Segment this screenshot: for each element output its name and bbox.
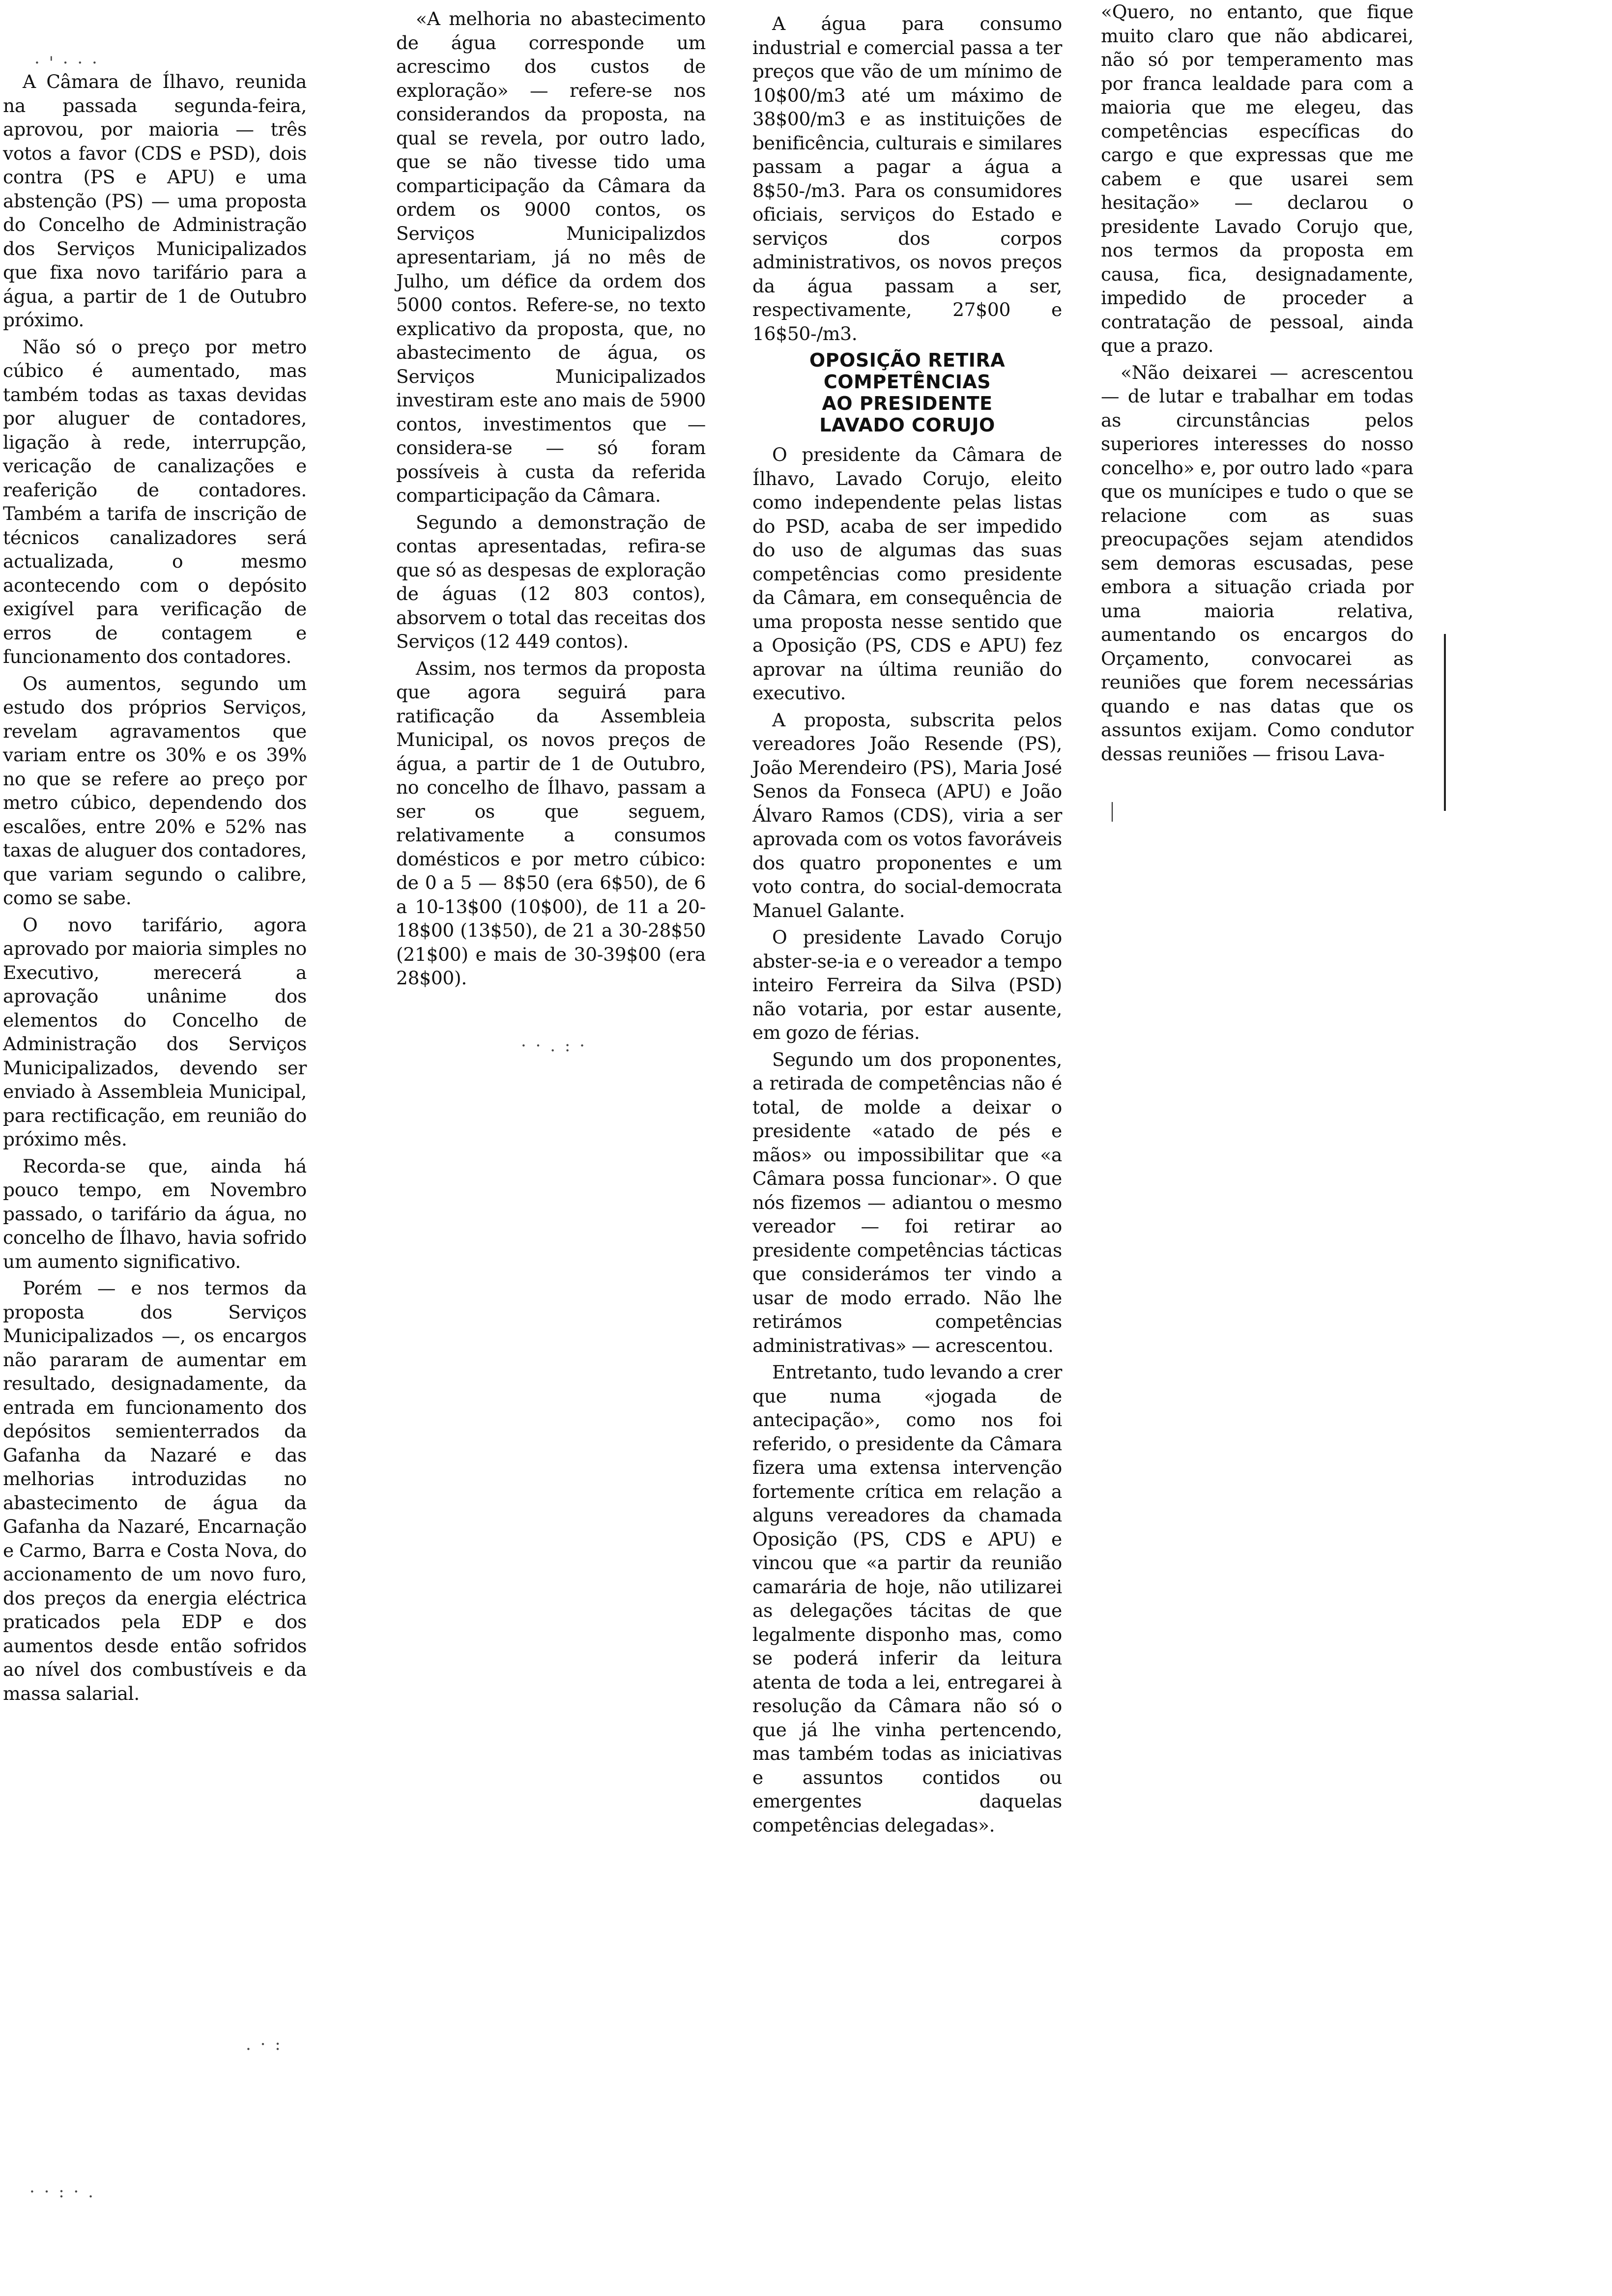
paragraph: Porém — e nos termos da proposta dos Serviços Municipalizados —, os encargos não pararam de aumentar em resultado, designadamente, da entrada em funcionamento dos depósitos semienterrados da Gafanha da Nazaré e das melhorias introduzidas no abastecimento de água da Gafanha da Nazaré, Encarnação e Carmo, Barra e Costa Nova, do accionamento de um novo furo, dos preços da energia eléctrica praticados pela EDP e dos aumentos desde então sofridos ao nível dos combustíveis e da massa salarial. [3, 1277, 307, 1704]
scan-speckle: · · : · . [29, 2182, 95, 2202]
paragraph: O presidente Lavado Corujo abster-se-ia e o vereador a tempo inteiro Ferreira da Silva (PSD) não votaria, por estar ausente, em gozo de férias. [752, 926, 1062, 1043]
article-column-2 [396, 7, 706, 993]
heading-line: LAVADO CORUJO [819, 414, 995, 436]
scan-speckle: . · : [246, 2035, 283, 2054]
paragraph: «Não deixarei — acrescentou — de lutar e trabalhar em todas as circunstâncias pelos superiores interesses do nosso concelho» e, por outro lado «para que os munícipes e tudo o que se relacione com as suas preocupações sejam atendidos sem demoras escusadas, pese embora a situação criada por uma maioria relativa, aumentando os encargos do Orçamento, convocarei as reuniões que forem necessárias quando e nas datas que os assuntos exijam. Como condutor dessas reuniões — frisou Lava- [1101, 361, 1413, 765]
article-column-1 [3, 70, 307, 1708]
article-column-3 [752, 12, 1062, 1840]
paragraph: Os aumentos, segundo um estudo dos próprios Serviços, revelam agravamentos que variam entre os 30% e os 39% no que se refere ao preço por metro cúbico, dependendo dos escalões, entre 20% e 52% nas taxas de aluguer dos contadores, que variam segundo o calibre, como se sabe. [3, 672, 307, 909]
heading-line: OPOSIÇÃO RETIRA [809, 349, 1006, 371]
margin-rule [1444, 634, 1446, 811]
margin-rule [1112, 802, 1113, 822]
paragraph: Assim, nos termos da proposta que agora seguirá para ratificação da Assembleia Municipal, os novos preços de água, a partir de 1 de Outubro, no concelho de Ílhavo, passam a ser os que seguem, relativamente a consumos domésticos e por metro cúbico: de 0 a 5 — 8$50 (era 6$50), de 6 a 10-13$00 (10$00), de 11 a 20-18$00 (13$50), de 21 a 30-28$50 (21$00) e mais de 30-39$00 (era 28$00). [396, 657, 706, 989]
paragraph: O novo tarifário, agora aprovado por maioria simples no Executivo, merecerá a aprovação unânime dos elementos do Concelho de Administração dos Serviços Municipalizados, devendo ser enviado à Assembleia Municipal, para rectificação, em reunião do próximo mês. [3, 914, 307, 1150]
paragraph: A água para consumo industrial e comercial passa a ter preços que vão de um mínimo de 10$00/m3 até um máximo de 38$00/m3 e as instituições de benificência, culturais e similares passam a pagar a água a 8$50-/m3. Para os consumidores oficiais, serviços do Estado e serviços dos corpos administrativos, os novos preços da água passam a ser, respectivamente, 27$00 e 16$50-/m3. [752, 13, 1062, 344]
paragraph: A Câmara de Ílhavo, reunida na passada segunda-feira, aprovou, por maioria — três votos a favor (CDS e PSD), dois contra (PS e APU) e uma abstenção (PS) — uma proposta do Concelho de Administração dos Serviços Municipalizados que fixa novo tarifário para a água, a partir de 1 de Outubro próximo. [3, 71, 307, 331]
paragraph: A proposta, subscrita pelos vereadores João Resende (PS), João Merendeiro (PS), Maria José Senos da Fonseca (APU) e João Álvaro Ramos (CDS), viria a ser aprovada com os votos favoráveis dos quatro proponentes e um voto contra, do social-democrata Manuel Galante. [752, 709, 1062, 921]
section-heading [752, 349, 1062, 436]
paragraph: Não só o preço por metro cúbico é aumentado, mas também todas as taxas devidas por aluguer de contadores, ligação à rede, interrupção, vericação de canalizações e reaferição de contadores. Também a tarifa de inscrição de técnicos canalizadores será actualizada, o mesmo acontecendo com o depósito exigível para verificação de erros de contagem e funcionamento dos contadores. [3, 336, 307, 667]
heading-line: AO PRESIDENTE [822, 393, 993, 414]
paragraph: Entretanto, tudo levando a crer que numa «jogada de antecipação», como nos foi referido, o presidente da Câmara fizera uma extensa intervenção fortemente crítica em relação a alguns vereadores da chamada Oposição (PS, CDS e APU) e vincou que «a partir da reunião camarária de hoje, não utilizarei as delegações tácitas de que legalmente disponho mas, como se poderá inferir da leitura atenta de toda a lei, entregarei à resolução da Câmara não só o que já lhe vinha pertencendo, mas também todas as iniciativas e assuntos contidos ou emergentes daquelas competências delegadas». [752, 1361, 1062, 1836]
paragraph: Segundo a demonstração de contas apresentadas, refira-se que só as despesas de exploração de águas (12 803 contos), absorvem o total das receitas dos Serviços (12 449 contos). [396, 511, 706, 652]
paragraph: «Quero, no entanto, que fique muito claro que não abdicarei, não só por temperamento mas por franca lealdade para com a maioria que me elegeu, das competências específicas do cargo e que expressas que me cabem e que usarei sem hesitação» — declarou o presidente Lavado Corujo que, nos termos da proposta em causa, fica, designadamente, impedido de proceder a contratação de pessoal, ainda que a prazo. [1101, 1, 1413, 356]
article-column-4 [1101, 0, 1413, 769]
scan-speckle: · ' · · · [34, 53, 99, 73]
paragraph: Recorda-se que, ainda há pouco tempo, em Novembro passado, o tarifário da água, no concelho de Ílhavo, havia sofrido um aumento significativo. [3, 1155, 307, 1272]
scan-speckle: · · . : · [521, 1036, 587, 1056]
paragraph: O presidente da Câmara de Ílhavo, Lavado Corujo, eleito como independente pelas listas do PSD, acaba de ser impedido do uso de algumas das suas competências como presidente da Câmara, em consequência de uma proposta nesse sentido que a Oposição (PS, CDS e APU) fez aprovar na última reunião do executivo. [752, 444, 1062, 704]
paragraph: Segundo um dos proponentes, a retirada de competências não é total, de molde a deixar o presidente «atado de pés e mãos» ou impossibilitar que «a Câmara possa funcionar». O que nós fizemos — adiantou o mesmo vereador — foi retirar ao presidente competências tácticas que considerámos ter vindo a usar de modo errado. Não lhe retirámos competências administrativas» — acrescentou. [752, 1048, 1062, 1356]
heading-line: COMPETÊNCIAS [823, 371, 991, 393]
paragraph: «A melhoria no abastecimento de água corresponde um acrescimo dos custos de exploração» — refere-se nos considerandos da proposta, na qual se revela, por outro lado, que se não tivesse tido uma comparticipação da Câmara da ordem os 9000 contos, os Serviços Municipalizdos apresentariam, já no mês de Julho, um défice da ordem dos 5000 contos. Refere-se, no texto explicativo da proposta, que, no abastecimento de água, os Serviços Municipalizados investiram este ano mais de 5900 contos, investimentos que — considera-se — só foram possíveis à custa da referida comparticipação da Câmara. [396, 8, 706, 506]
